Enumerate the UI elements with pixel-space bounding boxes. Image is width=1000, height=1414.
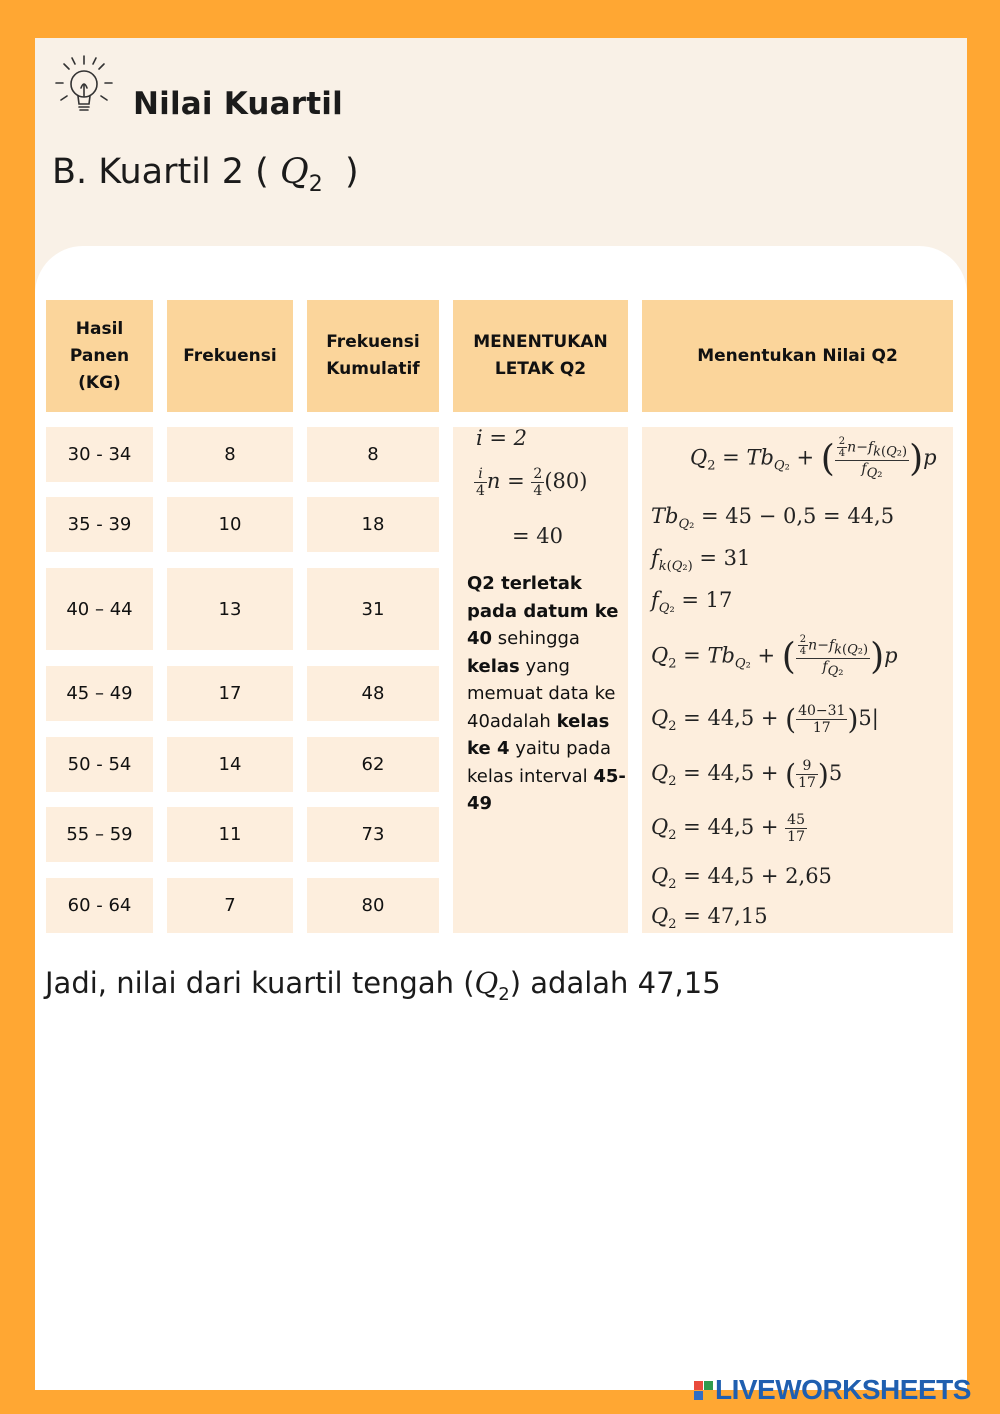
step-addition: $Q_2 = 44,5 + 2,65$ xyxy=(651,864,832,893)
table-cell-kumulatif: 48 xyxy=(307,666,439,721)
liveworksheets-logo-icon xyxy=(694,1381,713,1400)
step-simplify: $Q_2 = 44,5$ + ( $\frac{9}{17}$ )5 xyxy=(651,758,843,791)
table-cell-frekuensi: 10 xyxy=(167,497,293,552)
table-cell-frekuensi: 13 xyxy=(167,568,293,650)
tb-value: $Tb_{Q_2} = 45 - 0,5 = 44,5$ xyxy=(651,504,895,533)
header-frekuensi-kumulatif: Frekuensi Kumulatif xyxy=(307,300,439,412)
logo-square xyxy=(704,1381,713,1390)
table-cell-kelas: 40 – 44 xyxy=(46,568,153,650)
table-cell-frekuensi: 11 xyxy=(167,807,293,862)
page-title: Nilai Kuartil xyxy=(133,86,343,122)
table-cell-frekuensi: 7 xyxy=(167,878,293,933)
table-cell-kelas: 30 - 34 xyxy=(46,427,153,482)
table-cell-kumulatif: 8 xyxy=(307,427,439,482)
table-cell-kumulatif: 80 xyxy=(307,878,439,933)
table-cell-kelas: 55 – 59 xyxy=(46,807,153,862)
table-cell-kelas: 45 – 49 xyxy=(46,666,153,721)
letak-position-formula: $\frac{i}{4}$ n = $\frac{2}{4}$ (80) xyxy=(476,466,588,499)
logo-square xyxy=(694,1381,703,1390)
section-subtitle: B. Kuartil 2 ( $Q_2$ ) xyxy=(52,152,359,197)
brand-name: LIVEWORKSHEETS xyxy=(715,1374,971,1405)
table-cell-kelas: 50 - 54 xyxy=(46,737,153,792)
letak-explanation: Q2 terletak pada datum ke 40 sehingga kelas yang memuat data ke 40adalah kelas ke 4 yaitu pada kelas interval 45-49 xyxy=(467,573,626,814)
lightbulb-icon xyxy=(48,50,120,122)
letak-result: = 40 xyxy=(512,524,563,548)
table-cell-kumulatif: 18 xyxy=(307,497,439,552)
formula-q2-general: $Q_2 = Tb_{Q_2}$ + ( $\frac{2}{4}$ $n-f_{k(Q_2)}$ $f_{Q_2}$ )p xyxy=(690,436,937,482)
header-nilai-q2: Menentukan Nilai Q2 xyxy=(642,300,953,412)
header-letak-q2: MENENTUKAN LETAK Q2 xyxy=(453,300,628,412)
table-cell-kelas: 35 - 39 xyxy=(46,497,153,552)
letak-i-equation: i = 2 xyxy=(476,426,528,450)
formula-q2-repeat: $Q_2 = Tb_{Q_2}$ + ( $\frac{2}{4}$ $n-f_{k(Q_2)}$ $f_{Q_2}$ )p xyxy=(651,634,898,680)
fq-value: $f_{Q_2} = 17$ xyxy=(651,588,733,617)
table-cell-frekuensi: 14 xyxy=(167,737,293,792)
step-fraction: $Q_2 = 44,5$ + $\frac{45}{17}$ xyxy=(651,812,805,845)
fk-value: $f_{k(Q_2)} = 31$ xyxy=(651,546,751,575)
step-substitution: $Q_2 = 44,5$ + ( $\frac{40-31}{17}$ )5| xyxy=(651,703,879,736)
liveworksheets-logo[interactable] xyxy=(694,1374,971,1406)
header-hasil-panen: Hasil Panen (KG) xyxy=(46,300,153,412)
header-frekuensi: Frekuensi xyxy=(167,300,293,412)
table-cell-kumulatif: 62 xyxy=(307,737,439,792)
step-result: $Q_2 = 47,15$ xyxy=(651,904,768,933)
conclusion-text: Jadi, nilai dari kuartil tengah $(Q_2)$ adalah 47,15 xyxy=(45,966,721,1005)
table-cell-kelas: 60 - 64 xyxy=(46,878,153,933)
logo-square xyxy=(694,1391,703,1400)
logo-square xyxy=(704,1391,713,1400)
table-cell-frekuensi: 17 xyxy=(167,666,293,721)
table-cell-frekuensi: 8 xyxy=(167,427,293,482)
table-cell-kumulatif: 31 xyxy=(307,568,439,650)
table-cell-kumulatif: 73 xyxy=(307,807,439,862)
